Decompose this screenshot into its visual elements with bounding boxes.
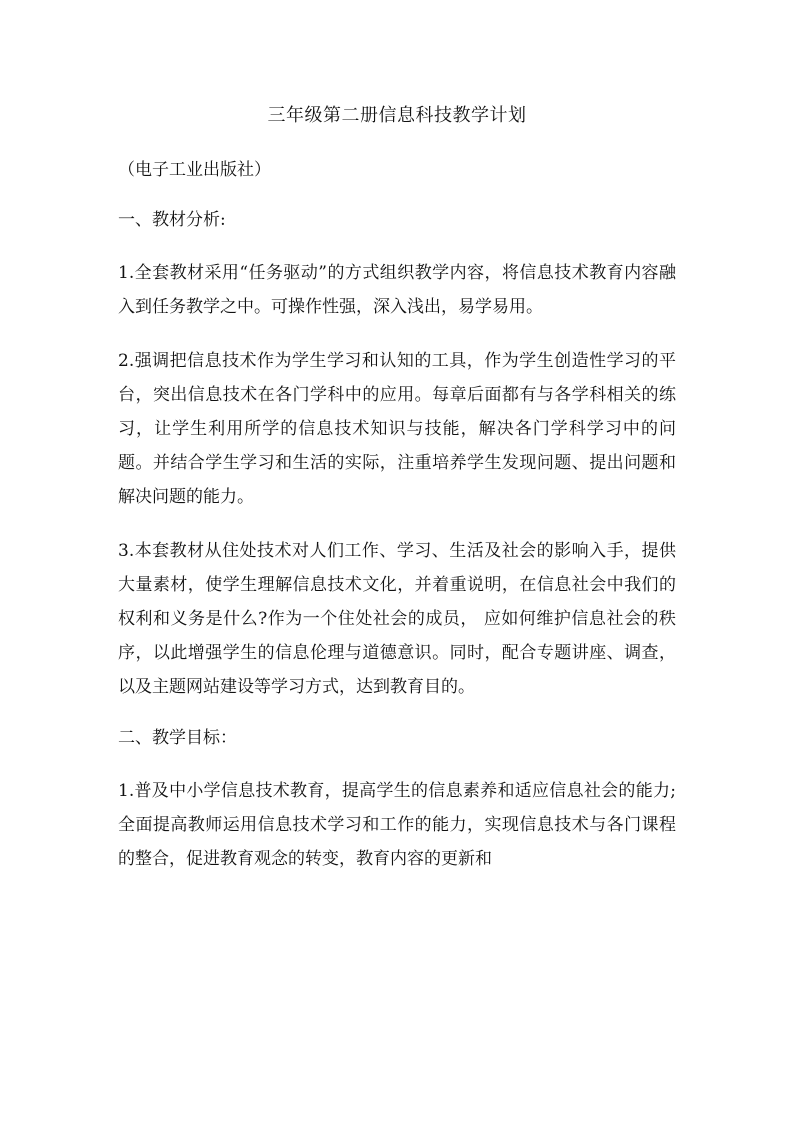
paragraph-analysis-3: 3.本套教材从住处技术对人们工作、学习、生活及社会的影响入手，提供大量素材，使学生理解信息技术文化，并着重说明，在信息社会中我们的权利和义务是什么?作为一个住处社会的成员， 应如何维护信息社会的秩序，以此增强学生的信息伦理与道德意识。同时，配合专题讲座、调查，以及主题网站建设等学习方式，达到教育目的。 [118, 541, 676, 697]
publisher-line: （电子工业出版社） [118, 160, 271, 180]
section-heading-textbook-analysis: 一、教材分析: [118, 210, 226, 230]
section-heading-teaching-goals: 二、教学目标： [118, 728, 237, 748]
page-title: 三年级第二册信息科技教学计划 [267, 105, 527, 126]
paragraph-goals-1: 1.普及中小学信息技术教育，提高学生的信息素养和适应信息社会的能力;全面提高教师运用信息技术学习和工作的能力，实现信息技术与各门课程的整合，促进教育观念的转变，教育内容的更新和 [118, 781, 676, 869]
document-body [118, 102, 676, 876]
paragraph-analysis-1: 1.全套教材采用“任务驱动”的方式组织教学内容，将信息技术教育内容融入到任务教学之中。可操作性强，深入浅出，易学易用。 [118, 263, 676, 317]
paragraph-analysis-2: 2.强调把信息技术作为学生学习和认知的工具，作为学生创造性学习的平台，突出信息技术在各门学科中的应用。每章后面都有与各学科相关的练习，让学生利用所学的信息技术知识与技能，解决各门学科学习中的问题。并结合学生学习和生活的实际，注重培养学生发现问题、提出问题和解决问题的能力。 [118, 351, 676, 507]
